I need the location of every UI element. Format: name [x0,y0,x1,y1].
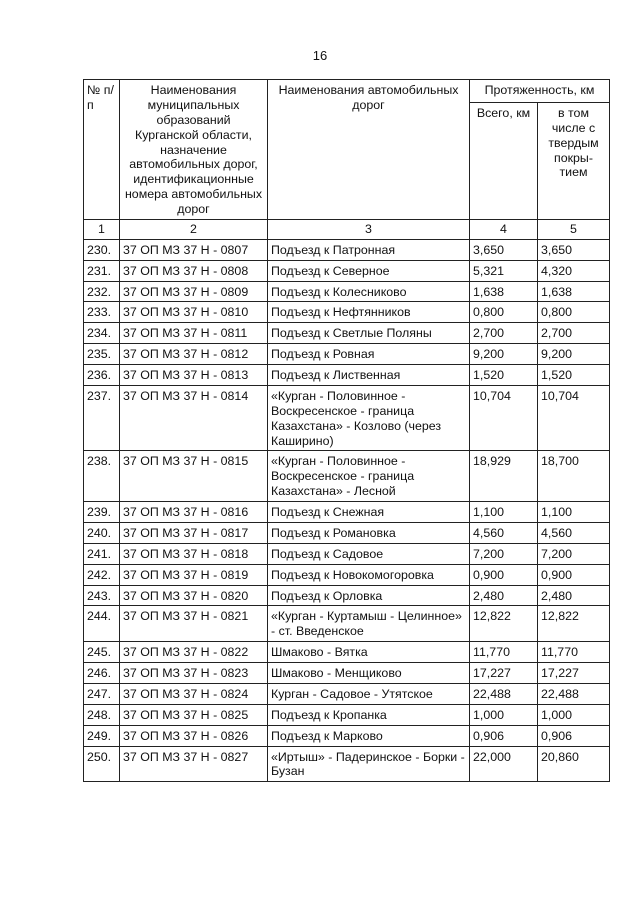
length-total: 0,900 [470,564,538,585]
header-length-group: Протяженность, км [470,80,610,103]
table-row [84,385,610,451]
row-number: 244. [84,606,120,642]
length-total: 1,638 [470,281,538,302]
road-id-code: 37 ОП МЗ 37 Н - 0819 [120,564,268,585]
road-name: Подъезд к Марково [268,725,470,746]
page-number: 16 [312,48,328,63]
length-paved: 1,100 [538,502,610,523]
road-name: Подъезд к Романовка [268,522,470,543]
column-number: 2 [120,219,268,239]
road-id-code: 37 ОП МЗ 37 Н - 0807 [120,239,268,260]
road-id-code: 37 ОП МЗ 37 Н - 0820 [120,585,268,606]
table-row [84,564,610,585]
road-id-code: 37 ОП МЗ 37 Н - 0827 [120,746,268,782]
header-total-km: Всего, км [470,102,538,219]
column-number: 3 [268,219,470,239]
road-name: Подъезд к Новокомогоровка [268,564,470,585]
road-id-code: 37 ОП МЗ 37 Н - 0809 [120,281,268,302]
length-paved: 22,488 [538,683,610,704]
table-row [84,543,610,564]
column-number: 1 [84,219,120,239]
header-road-names: Наименования автомобильных дорог [268,80,470,220]
road-id-code: 37 ОП МЗ 37 Н - 0824 [120,683,268,704]
length-total: 4,560 [470,522,538,543]
length-total: 12,822 [470,606,538,642]
table-row [84,281,610,302]
row-number: 241. [84,543,120,564]
length-paved: 1,000 [538,704,610,725]
road-name: «Курган - Куртамыш - Целинное» - ст. Введенское [268,606,470,642]
row-number: 234. [84,323,120,344]
length-total: 7,200 [470,543,538,564]
table-row [84,302,610,323]
table-row [84,585,610,606]
row-number: 231. [84,260,120,281]
road-id-code: 37 ОП МЗ 37 Н - 0821 [120,606,268,642]
length-total: 9,200 [470,344,538,365]
road-id-code: 37 ОП МЗ 37 Н - 0808 [120,260,268,281]
length-total: 1,520 [470,365,538,386]
length-paved: 2,480 [538,585,610,606]
table-row [84,522,610,543]
road-id-code: 37 ОП МЗ 37 Н - 0817 [120,522,268,543]
table-row [84,642,610,663]
road-id-code: 37 ОП МЗ 37 Н - 0810 [120,302,268,323]
row-number: 242. [84,564,120,585]
length-total: 1,000 [470,704,538,725]
row-number: 236. [84,365,120,386]
road-name: Подъезд к Ровная [268,344,470,365]
road-id-code: 37 ОП МЗ 37 Н - 0813 [120,365,268,386]
row-number: 237. [84,385,120,451]
road-id-code: 37 ОП МЗ 37 Н - 0811 [120,323,268,344]
road-name: «Курган - Половинное - Воскресенское - граница Казахстана» - Козлово (через Каширино) [268,385,470,451]
length-total: 22,000 [470,746,538,782]
column-number: 5 [538,219,610,239]
table-row [84,323,610,344]
road-name: Подъезд к Колесниково [268,281,470,302]
table-row [84,746,610,782]
row-number: 232. [84,281,120,302]
length-paved: 17,227 [538,663,610,684]
road-name: Подъезд к Садовое [268,543,470,564]
road-name: Подъезд к Орловка [268,585,470,606]
row-number: 246. [84,663,120,684]
row-number: 230. [84,239,120,260]
road-id-code: 37 ОП МЗ 37 Н - 0818 [120,543,268,564]
length-paved: 0,906 [538,725,610,746]
road-name: Подъезд к Патронная [268,239,470,260]
length-paved: 9,200 [538,344,610,365]
roads-table [83,79,610,782]
road-name: Подъезд к Северное [268,260,470,281]
table-row [84,606,610,642]
length-total: 3,650 [470,239,538,260]
length-total: 22,488 [470,683,538,704]
table-row [84,704,610,725]
length-paved: 7,200 [538,543,610,564]
length-paved: 2,700 [538,323,610,344]
length-total: 5,321 [470,260,538,281]
road-id-code: 37 ОП МЗ 37 Н - 0822 [120,642,268,663]
road-id-code: 37 ОП МЗ 37 Н - 0826 [120,725,268,746]
length-paved: 20,860 [538,746,610,782]
length-paved: 4,320 [538,260,610,281]
row-number: 240. [84,522,120,543]
row-number: 245. [84,642,120,663]
length-total: 18,929 [470,451,538,502]
length-paved: 4,560 [538,522,610,543]
length-total: 11,770 [470,642,538,663]
road-id-code: 37 ОП МЗ 37 Н - 0812 [120,344,268,365]
road-name: Подъезд к Лиственная [268,365,470,386]
road-id-code: 37 ОП МЗ 37 Н - 0816 [120,502,268,523]
row-number: 247. [84,683,120,704]
table-row [84,502,610,523]
road-name: Шмаково - Менщиково [268,663,470,684]
length-paved: 1,638 [538,281,610,302]
length-total: 17,227 [470,663,538,684]
length-paved: 18,700 [538,451,610,502]
road-name: «Иртыш» - Падеринское - Борки - Бузан [268,746,470,782]
length-paved: 10,704 [538,385,610,451]
road-id-code: 37 ОП МЗ 37 Н - 0814 [120,385,268,451]
road-name: Подъезд к Кропанка [268,704,470,725]
table-row [84,344,610,365]
table-row [84,239,610,260]
length-total: 0,800 [470,302,538,323]
table-header [84,80,610,240]
header-number: № п/п [84,80,120,220]
column-numbers-row [84,219,610,239]
road-name: Подъезд к Нефтянников [268,302,470,323]
table-row [84,260,610,281]
length-paved: 11,770 [538,642,610,663]
road-name: Шмаково - Вятка [268,642,470,663]
length-total: 10,704 [470,385,538,451]
road-id-code: 37 ОП МЗ 37 Н - 0815 [120,451,268,502]
road-name: Подъезд к Снежная [268,502,470,523]
header-municipalities: Наименования муниципальных образований Курганской области, назначение автомобильных дорог, идентификационные номера автомобильных дорог [120,80,268,220]
road-name: «Курган - Половинное - Воскресенское - граница Казахстана» - Лесной [268,451,470,502]
road-name: Подъезд к Светлые Поляны [268,323,470,344]
table-body [84,239,610,782]
row-number: 233. [84,302,120,323]
length-total: 1,100 [470,502,538,523]
row-number: 249. [84,725,120,746]
length-paved: 12,822 [538,606,610,642]
length-total: 2,480 [470,585,538,606]
row-number: 238. [84,451,120,502]
header-paved: в том числе с твердым покры-тием [538,102,610,219]
length-paved: 0,800 [538,302,610,323]
table-row [84,451,610,502]
column-number: 4 [470,219,538,239]
length-paved: 0,900 [538,564,610,585]
table-row [84,725,610,746]
table-row [84,683,610,704]
table-row [84,365,610,386]
road-id-code: 37 ОП МЗ 37 Н - 0823 [120,663,268,684]
row-number: 248. [84,704,120,725]
row-number: 235. [84,344,120,365]
row-number: 239. [84,502,120,523]
length-total: 0,906 [470,725,538,746]
table-row [84,663,610,684]
length-total: 2,700 [470,323,538,344]
length-paved: 3,650 [538,239,610,260]
row-number: 243. [84,585,120,606]
road-name: Курган - Садовое - Утятское [268,683,470,704]
road-id-code: 37 ОП МЗ 37 Н - 0825 [120,704,268,725]
length-paved: 1,520 [538,365,610,386]
row-number: 250. [84,746,120,782]
